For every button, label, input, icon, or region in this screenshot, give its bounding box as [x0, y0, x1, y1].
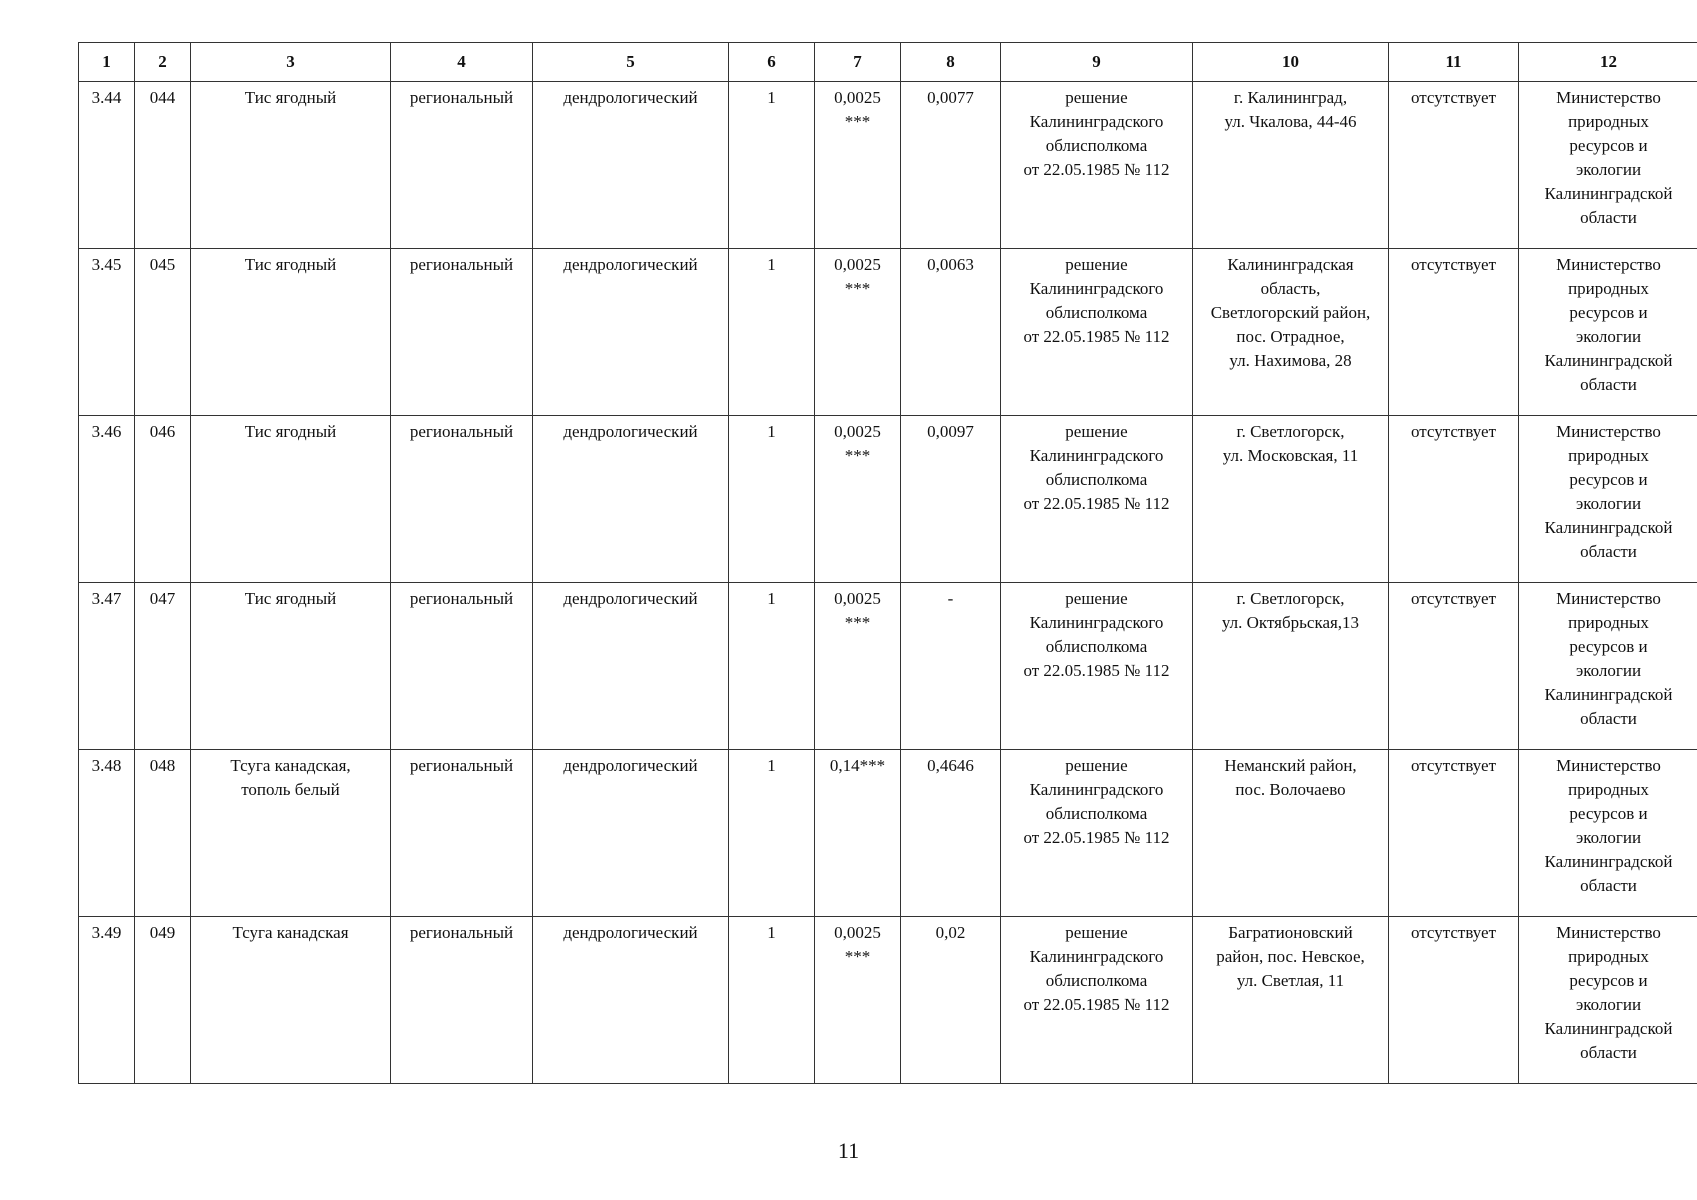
location-text: г. Калининград, ул. Чкалова, 44-46 — [1224, 88, 1357, 131]
object-code-text: 046 — [149, 422, 176, 441]
cluster-text: отсутствует — [1410, 589, 1497, 608]
cell-profile — [533, 249, 729, 416]
cell-location — [1193, 750, 1389, 917]
column-header: 10 — [1193, 43, 1389, 82]
cell-object-name — [191, 750, 391, 917]
cell-count — [729, 917, 815, 1084]
area-secondary-text: 0,4646 — [927, 756, 974, 775]
table-row — [79, 416, 1697, 583]
cell-significance — [391, 917, 533, 1084]
cell-managing-body — [1519, 583, 1697, 750]
item-number-text: 3.47 — [91, 589, 122, 608]
cell-managing-body — [1519, 917, 1697, 1084]
cell-establishing-document — [1001, 583, 1193, 750]
item-number-text: 3.46 — [91, 422, 122, 441]
object-code-text: 045 — [149, 255, 176, 274]
column-header: 7 — [815, 43, 901, 82]
cell-area-secondary — [901, 917, 1001, 1084]
cell-profile — [533, 416, 729, 583]
cell-count — [729, 249, 815, 416]
area-text: 0,0025 *** — [834, 255, 881, 298]
establishing-document-text: решение Калининградского облисполкома от 22.05.1985 № 112 — [1023, 88, 1170, 179]
cell-cluster — [1389, 82, 1519, 249]
cell-object-name — [191, 249, 391, 416]
significance-text: региональный — [409, 88, 514, 107]
cell-object-code — [135, 750, 191, 917]
cell-significance — [391, 249, 533, 416]
significance-text: региональный — [409, 756, 514, 775]
managing-body-text: Министерство природных ресурсов и экологии Калининградской области — [1544, 756, 1673, 895]
cell-item-number — [79, 750, 135, 917]
cell-object-code — [135, 583, 191, 750]
establishing-document-text: решение Калининградского облисполкома от 22.05.1985 № 112 — [1023, 923, 1170, 1014]
cell-establishing-document — [1001, 249, 1193, 416]
cell-area — [815, 249, 901, 416]
cell-managing-body — [1519, 82, 1697, 249]
count-text: 1 — [767, 923, 776, 942]
cell-count — [729, 583, 815, 750]
cell-establishing-document — [1001, 750, 1193, 917]
significance-text: региональный — [409, 589, 514, 608]
establishing-document-text: решение Калининградского облисполкома от 22.05.1985 № 112 — [1023, 422, 1170, 513]
cell-count — [729, 416, 815, 583]
cell-object-code — [135, 82, 191, 249]
cell-significance — [391, 583, 533, 750]
cell-area-secondary — [901, 249, 1001, 416]
cell-area — [815, 82, 901, 249]
cell-profile — [533, 583, 729, 750]
cell-object-name — [191, 583, 391, 750]
table-row — [79, 249, 1697, 416]
cell-count — [729, 82, 815, 249]
header-row — [79, 43, 1697, 82]
cell-object-code — [135, 249, 191, 416]
cell-area — [815, 917, 901, 1084]
table-row — [79, 583, 1697, 750]
cell-area-secondary — [901, 583, 1001, 750]
location-text: Багратионовский район, пос. Невское, ул. Светлая, 11 — [1216, 923, 1365, 990]
cluster-text: отсутствует — [1410, 88, 1497, 107]
object-code-text: 047 — [149, 589, 176, 608]
significance-text: региональный — [409, 923, 514, 942]
cell-object-code — [135, 917, 191, 1084]
table-row — [79, 917, 1697, 1084]
profile-text: дендрологический — [563, 923, 698, 942]
object-name-text: Тис ягодный — [244, 255, 337, 274]
object-code-text: 049 — [149, 923, 176, 942]
cell-area — [815, 416, 901, 583]
cell-significance — [391, 750, 533, 917]
area-text: 0,0025 *** — [834, 88, 881, 131]
count-text: 1 — [767, 589, 776, 608]
cell-area — [815, 583, 901, 750]
establishing-document-text: решение Калининградского облисполкома от 22.05.1985 № 112 — [1023, 756, 1170, 847]
area-text: 0,0025 *** — [834, 589, 881, 632]
table-body — [79, 82, 1697, 1084]
area-text: 0,0025 *** — [834, 923, 881, 966]
profile-text: дендрологический — [563, 756, 698, 775]
cell-significance — [391, 416, 533, 583]
cell-profile — [533, 750, 729, 917]
location-text: Неманский район, пос. Волочаево — [1224, 756, 1357, 799]
significance-text: региональный — [409, 422, 514, 441]
cell-establishing-document — [1001, 917, 1193, 1084]
count-text: 1 — [767, 255, 776, 274]
item-number-text: 3.48 — [91, 756, 122, 775]
cluster-text: отсутствует — [1410, 756, 1497, 775]
cell-location — [1193, 416, 1389, 583]
item-number-text: 3.49 — [91, 923, 122, 942]
area-secondary-text: - — [947, 589, 954, 608]
profile-text: дендрологический — [563, 589, 698, 608]
cell-item-number — [79, 416, 135, 583]
item-number-text: 3.45 — [91, 255, 122, 274]
cell-cluster — [1389, 416, 1519, 583]
managing-body-text: Министерство природных ресурсов и экологии Калининградской области — [1544, 88, 1673, 227]
cell-object-name — [191, 917, 391, 1084]
cell-cluster — [1389, 583, 1519, 750]
cell-object-code — [135, 416, 191, 583]
cell-area-secondary — [901, 750, 1001, 917]
cell-object-name — [191, 82, 391, 249]
column-header: 4 — [391, 43, 533, 82]
column-header: 5 — [533, 43, 729, 82]
object-code-text: 048 — [149, 756, 176, 775]
cell-item-number — [79, 82, 135, 249]
count-text: 1 — [767, 756, 776, 775]
page-number: 11 — [837, 1138, 860, 1163]
column-header: 1 — [79, 43, 135, 82]
cell-managing-body — [1519, 249, 1697, 416]
profile-text: дендрологический — [563, 255, 698, 274]
cell-area-secondary — [901, 416, 1001, 583]
cell-count — [729, 750, 815, 917]
cell-managing-body — [1519, 416, 1697, 583]
cell-profile — [533, 917, 729, 1084]
document-sheet — [78, 42, 1697, 1084]
cell-area — [815, 750, 901, 917]
column-header: 11 — [1389, 43, 1519, 82]
cell-cluster — [1389, 917, 1519, 1084]
object-name-text: Тсуга канадская, тополь белый — [230, 756, 351, 799]
cell-location — [1193, 583, 1389, 750]
cell-profile — [533, 82, 729, 249]
cell-item-number — [79, 249, 135, 416]
cell-location — [1193, 917, 1389, 1084]
location-text: г. Светлогорск, ул. Октябрьская,13 — [1221, 589, 1360, 632]
column-header: 6 — [729, 43, 815, 82]
area-secondary-text: 0,0063 — [927, 255, 974, 274]
item-number-text: 3.44 — [91, 88, 122, 107]
cell-item-number — [79, 917, 135, 1084]
cell-cluster — [1389, 249, 1519, 416]
cluster-text: отсутствует — [1410, 422, 1497, 441]
cell-managing-body — [1519, 750, 1697, 917]
area-secondary-text: 0,0097 — [927, 422, 974, 441]
cell-item-number — [79, 583, 135, 750]
object-name-text: Тис ягодный — [244, 589, 337, 608]
managing-body-text: Министерство природных ресурсов и экологии Калининградской области — [1544, 255, 1673, 394]
count-text: 1 — [767, 88, 776, 107]
cell-cluster — [1389, 750, 1519, 917]
managing-body-text: Министерство природных ресурсов и экологии Калининградской области — [1544, 422, 1673, 561]
establishing-document-text: решение Калининградского облисполкома от 22.05.1985 № 112 — [1023, 255, 1170, 346]
cell-object-name — [191, 416, 391, 583]
location-text: г. Светлогорск, ул. Московская, 11 — [1222, 422, 1359, 465]
object-name-text: Тис ягодный — [244, 422, 337, 441]
count-text: 1 — [767, 422, 776, 441]
cell-significance — [391, 82, 533, 249]
cluster-text: отсутствует — [1410, 255, 1497, 274]
profile-text: дендрологический — [563, 88, 698, 107]
significance-text: региональный — [409, 255, 514, 274]
column-header: 12 — [1519, 43, 1697, 82]
area-text: 0,14*** — [829, 756, 886, 775]
object-code-text: 044 — [149, 88, 176, 107]
cell-establishing-document — [1001, 416, 1193, 583]
object-name-text: Тсуга канадская — [232, 923, 349, 942]
area-secondary-text: 0,02 — [935, 923, 966, 942]
registry-table — [78, 42, 1697, 1084]
column-header: 8 — [901, 43, 1001, 82]
cell-area-secondary — [901, 82, 1001, 249]
table-row — [79, 750, 1697, 917]
column-header: 3 — [191, 43, 391, 82]
table-row — [79, 82, 1697, 249]
column-header: 9 — [1001, 43, 1193, 82]
object-name-text: Тис ягодный — [244, 88, 337, 107]
cluster-text: отсутствует — [1410, 923, 1497, 942]
managing-body-text: Министерство природных ресурсов и экологии Калининградской области — [1544, 589, 1673, 728]
cell-location — [1193, 82, 1389, 249]
area-secondary-text: 0,0077 — [927, 88, 974, 107]
column-header: 2 — [135, 43, 191, 82]
location-text: Калининградская область, Светлогорский район, пос. Отрадное, ул. Нахимова, 28 — [1210, 255, 1371, 370]
establishing-document-text: решение Калининградского облисполкома от 22.05.1985 № 112 — [1023, 589, 1170, 680]
area-text: 0,0025 *** — [834, 422, 881, 465]
cell-establishing-document — [1001, 82, 1193, 249]
cell-location — [1193, 249, 1389, 416]
profile-text: дендрологический — [563, 422, 698, 441]
managing-body-text: Министерство природных ресурсов и экологии Калининградской области — [1544, 923, 1673, 1062]
